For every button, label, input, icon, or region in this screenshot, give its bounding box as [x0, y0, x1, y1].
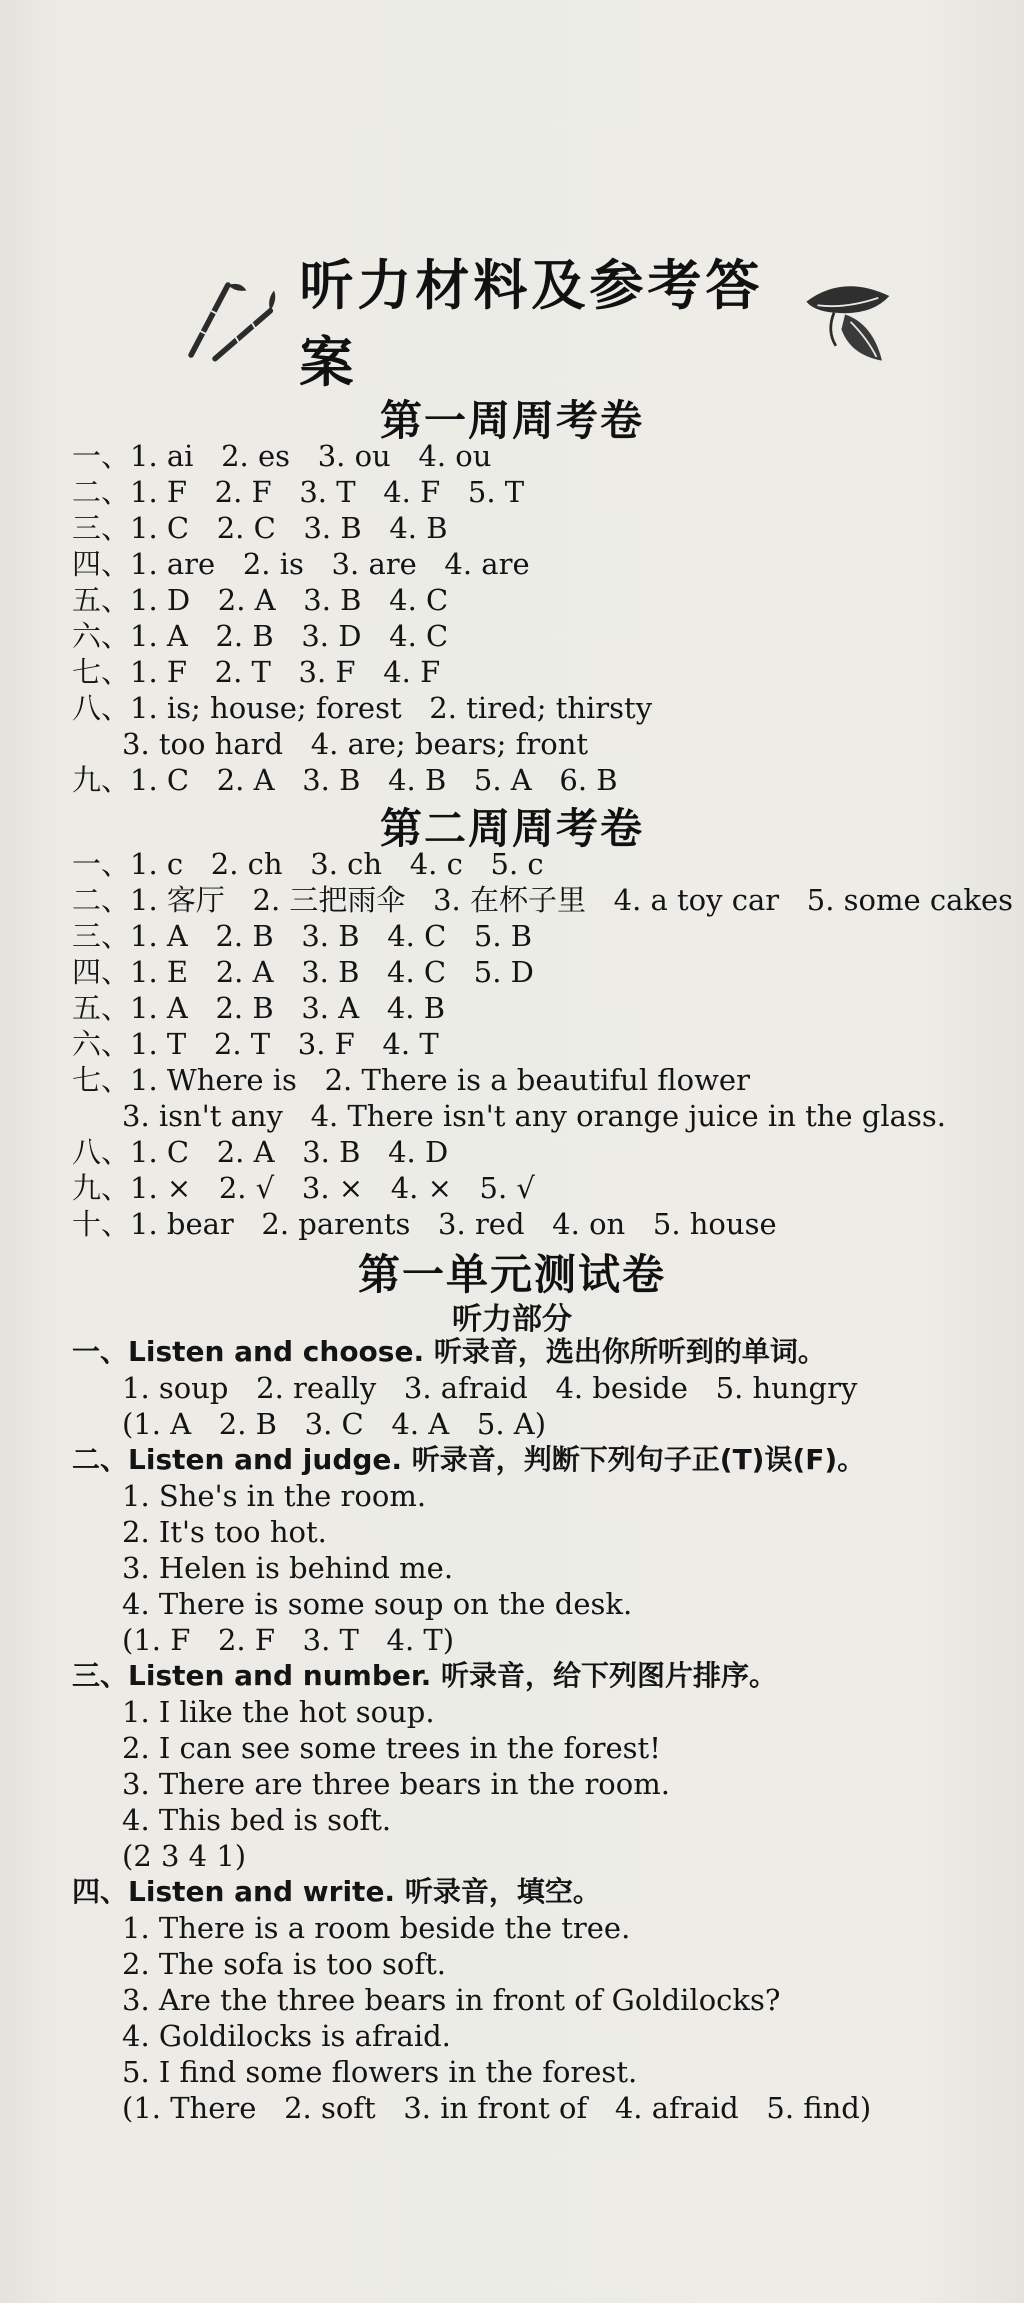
question-heading: 三、Listen and number. 听录音，给下列图片排序。: [72, 1659, 778, 1692]
answer-line: 四、1. E 2. A 3. B 4. C 5. D: [72, 955, 534, 989]
answer-line: 4. There is some soup on the desk.: [122, 1587, 633, 1621]
page-title: 听力材料及参考答案: [299, 254, 764, 394]
question-heading: 一、Listen and choose. 听录音，选出你所听到的单词。: [72, 1335, 826, 1368]
answer-line: 九、1. × 2. √ 3. × 4. × 5. √: [72, 1171, 535, 1205]
section-title-week1: 第一周周考卷: [379, 396, 644, 445]
answer-line: 十、1. bear 2. parents 3. red 4. on 5. house: [72, 1207, 777, 1241]
section-title-week2: 第二周周考卷: [379, 804, 644, 853]
answer-line: (1. A 2. B 3. C 4. A 5. A): [122, 1407, 547, 1441]
answer-line: 三、1. A 2. B 3. B 4. C 5. B: [72, 919, 533, 953]
answer-line: 1. soup 2. really 3. afraid 4. beside 5. hungry: [122, 1371, 858, 1405]
answer-line: 2. I can see some trees in the forest!: [122, 1731, 661, 1765]
question-heading: 四、Listen and write. 听录音，填空。: [72, 1875, 601, 1908]
answer-line: 3. Are the three bears in front of Goldilocks?: [122, 1983, 781, 2017]
answer-line: 八、1. is; house; forest 2. tired; thirsty: [72, 691, 653, 725]
title-banner: [180, 254, 900, 394]
answer-line: 1. There is a room beside the tree.: [122, 1911, 631, 1945]
answer-line: 4. This bed is soft.: [122, 1803, 392, 1837]
answer-line: 二、1. 客厅 2. 三把雨伞 3. 在杯子里 4. a toy car 5. some cakes: [72, 883, 1014, 917]
answer-line: 4. Goldilocks is afraid.: [122, 2019, 451, 2053]
answer-line: 2. It's too hot.: [122, 1515, 327, 1549]
answer-line: 5. I find some flowers in the forest.: [122, 2055, 638, 2089]
answer-line: 1. She's in the room.: [122, 1479, 427, 1513]
answer-line: 一、1. c 2. ch 3. ch 4. c 5. c: [72, 847, 544, 881]
answer-line: 九、1. C 2. A 3. B 4. B 5. A 6. B: [72, 763, 618, 797]
answer-line: 六、1. T 2. T 3. F 4. T: [72, 1027, 439, 1061]
answer-line: (1. There 2. soft 3. in front of 4. afraid 5. find): [122, 2091, 872, 2125]
answer-line: (1. F 2. F 3. T 4. T): [122, 1623, 455, 1657]
question-heading: 二、Listen and judge. 听录音，判断下列句子正(T)误(F)。: [72, 1443, 866, 1476]
answer-line: 七、1. F 2. T 3. F 4. F: [72, 655, 441, 689]
answer-line: 六、1. A 2. B 3. D 4. C: [72, 619, 449, 653]
answer-line: 1. I like the hot soup.: [122, 1695, 435, 1729]
answer-line: 四、1. are 2. is 3. are 4. are: [72, 547, 530, 581]
answer-line: 八、1. C 2. A 3. B 4. D: [72, 1135, 449, 1169]
answer-line: 一、1. ai 2. es 3. ou 4. ou: [72, 439, 492, 473]
section-title-unit1: 第一单元测试卷: [357, 1250, 666, 1299]
bamboo-icon: [180, 270, 281, 370]
answer-line: 3. Helen is behind me.: [122, 1551, 454, 1585]
answer-line: 七、1. Where is 2. There is a beautiful flower: [72, 1063, 750, 1097]
answer-line: 二、1. F 2. F 3. T 4. F 5. T: [72, 475, 525, 509]
answer-line: 五、1. A 2. B 3. A 4. B: [72, 991, 446, 1025]
section-subtitle: 听力部分: [452, 1302, 572, 1337]
answer-line: 3. too hard 4. are; bears; front: [122, 727, 589, 761]
answer-line: 五、1. D 2. A 3. B 4. C: [72, 583, 449, 617]
answer-line: 2. The sofa is too soft.: [122, 1947, 446, 1981]
answer-line: 3. isn't any 4. There isn't any orange juice in the glass.: [122, 1099, 946, 1133]
answer-line: 3. There are three bears in the room.: [122, 1767, 670, 1801]
answer-line: 三、1. C 2. C 3. B 4. B: [72, 511, 448, 545]
answer-line: (2 3 4 1): [122, 1839, 247, 1873]
leaf-icon: [799, 270, 900, 370]
